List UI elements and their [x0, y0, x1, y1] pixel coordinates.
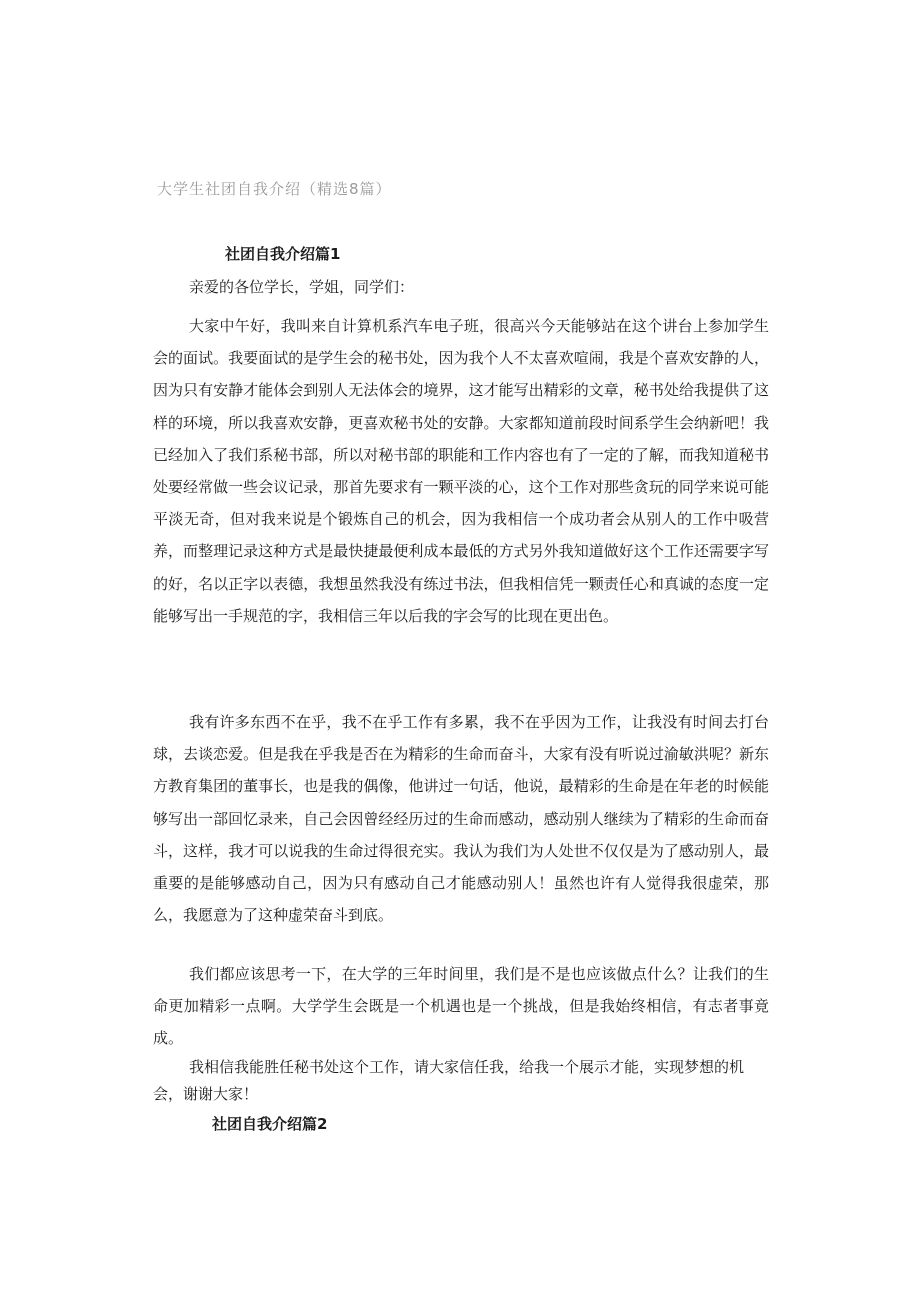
section-heading-2: 社团自我介绍篇2 — [212, 1115, 328, 1133]
paragraph-4: 我相信我能胜任秘书处这个工作，请大家信任我，给我一个展示才能，实现梦想的机会，谢谢大家！ — [153, 1058, 745, 1103]
greeting-line: 亲爱的各位学长，学姐，同学们： — [189, 278, 415, 296]
document-title: 大学生社团自我介绍（精选8篇） — [157, 180, 392, 198]
section-heading-1: 社团自我介绍篇1 — [225, 245, 341, 263]
paragraph-3: 我们都应该思考一下，在大学的三年时间里，我们是不是也应该做点什么？让我们的生命更加精彩一点啊。大学学生会既是一个机遇也是一个挑战，但是我始终相信，有志者事竟成。 — [153, 965, 769, 1048]
paragraph-2: 我有许多东西不在乎，我不在乎工作有多累，我不在乎因为工作，让我没有时间去打台球，去谈恋爱。但是我在乎我是否在为精彩的生命而奋斗，大家有没有听说过渝敏洪呢？新东方教育集团的董事长，也是我的偶像，他讲过一句话，他说，最精彩的生命是在年老的时候能够写出一部回忆录来，自己会因曾经经历过的生命而感动，感动别人继续为了精彩的生命而奋斗，这样，我才可以说我的生命过得很充实。我认为我们为人处世不仅仅是为了感动别人，最重要的是能够感动自己，因为只有感动自己才能感动别人！虽然也许有人觉得我很虚荣，那么，我愿意为了这种虚荣奋斗到底。 — [153, 713, 769, 925]
paragraph-1: 大家中午好，我叫来自计算机系汽车电子班，很高兴今天能够站在这个讲台上参加学生会的面试。我要面试的是学生会的秘书处，因为我个人不太喜欢喧闹，我是个喜欢安静的人，因为只有安静才能体会到别人无法体会的境界，这才能写出精彩的文章，秘书处给我提供了这样的环境，所以我喜欢安静，更喜欢秘书处的安静。大家都知道前段时间系学生会纳新吧！我已经加入了我们系秘书部，所以对秘书部的职能和工作内容也有了一定的了解，而我知道秘书处要经常做一些会议记录，那首先要求有一颗平淡的心，这个工作对那些贪玩的同学来说可能平淡无奇，但对我来说是个锻炼自己的机会，因为我相信一个成功者会从别人的工作中吸营养，而整理记录这种方式是最快捷最便利成本最低的方式另外我知道做好这个工作还需要字写的好，名以正字以表德，我想虽然我没有练过书法，但我相信凭一颗责任心和真诚的态度一定能够写出一手规范的字，我相信三年以后我的字会写的比现在更出色。 — [153, 317, 769, 625]
